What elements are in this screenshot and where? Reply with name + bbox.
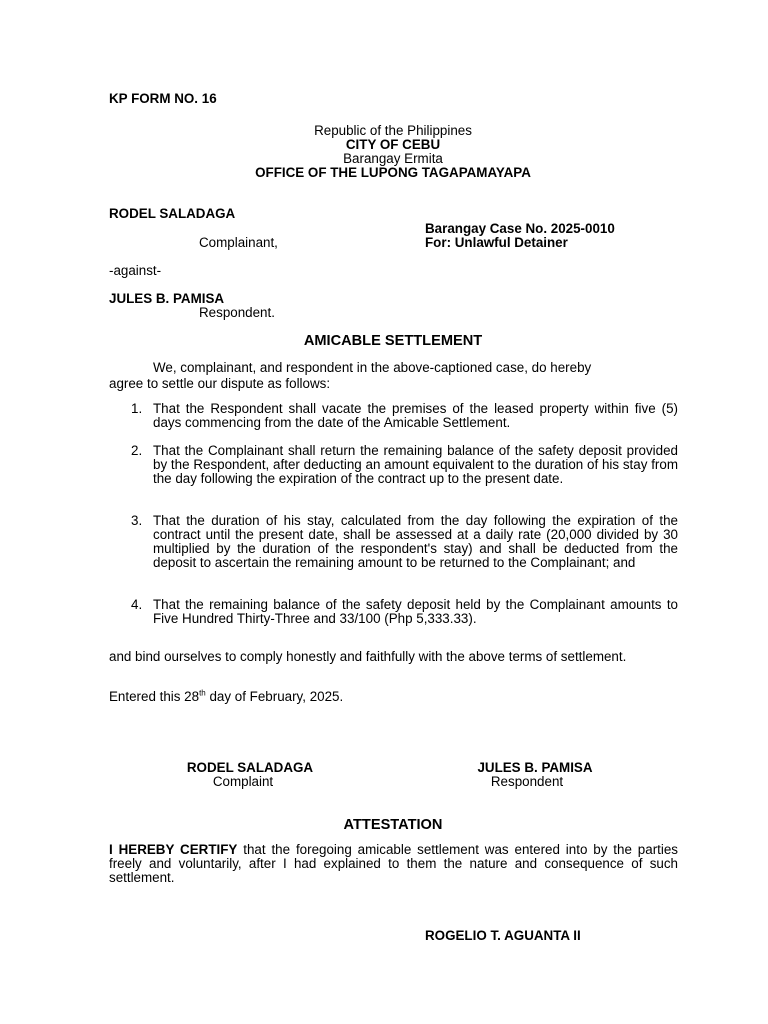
list-item-text: That the Respondent shall vacate the premises of the leased property within five (5) days commencing from the date of the Amicable Settlement. [153,401,678,430]
list-item-text: That the Complainant shall return the remaining balance of the safety deposit provided by the Respondent, after deducting an amount equivalent to the duration of his stay from the day following the expiration of the contract up to the present date. [153,443,678,486]
attestation-title: ATTESTATION [343,817,443,833]
list-item-number: 2. [131,443,143,458]
case-number: Barangay Case No. 2025-0010 [425,221,615,236]
form-number: KP FORM NO. 16 [109,91,217,106]
signature-left-name: RODEL SALADAGA [186,760,314,775]
signature-right-name: JULES B. PAMISA [477,760,593,775]
list-item-text: That the remaining balance of the safety deposit held by the Complainant amounts to Five Hundred Thirty-Three and 33/100 (Php 5,333.33). [153,597,678,626]
header-office: OFFICE OF THE LUPONG TAGAPAMAYAPA [255,165,531,180]
document-title: AMICABLE SETTLEMENT [303,333,483,349]
entered-date: Entered this 28th day of February, 2025. [109,688,344,704]
respondent-role: Respondent. [199,305,275,320]
header-barangay: Barangay Ermita [343,151,443,166]
against-label: -against- [109,263,162,278]
header-republic: Republic of the Philippines [314,123,472,138]
case-nature: For: Unlawful Detainer [425,235,568,250]
signature-left-role: Complaint [212,774,274,789]
attestation-paragraph: I HEREBY CERTIFY that the foregoing amicable settlement was entered into by the parties freely and voluntarily, after I had explained to them the nature and consequence of such settlement. [109,842,678,885]
closing-paragraph: and bind ourselves to comply honestly and faithfully with the above terms of settlement. [109,649,627,664]
complainant-name: RODEL SALADAGA [109,206,236,221]
header-city: CITY OF CEBU [345,137,441,152]
list-item-number: 3. [131,513,143,528]
complainant-role: Complainant, [199,235,278,250]
respondent-name: JULES B. PAMISA [109,291,225,306]
signature-right-role: Respondent [490,774,564,789]
intro-line-2: agree to settle our dispute as follows: [109,376,331,391]
list-item-number: 4. [131,597,143,612]
list-item-text: That the duration of his stay, calculated from the day following the expiration of the contract until the present date, shall be assessed at a daily rate (20,000 divided by 30 multiplied by the duration of the respondent's stay) and shall be deducted from the deposit to ascertain the remaining amount to be returned to the Complainant; and [153,513,678,570]
intro-line-1: We, complainant, and respondent in the above-captioned case, do hereby [153,360,592,375]
lupon-official-name: ROGELIO T. AGUANTA II [425,928,581,943]
list-item-number: 1. [131,401,143,416]
